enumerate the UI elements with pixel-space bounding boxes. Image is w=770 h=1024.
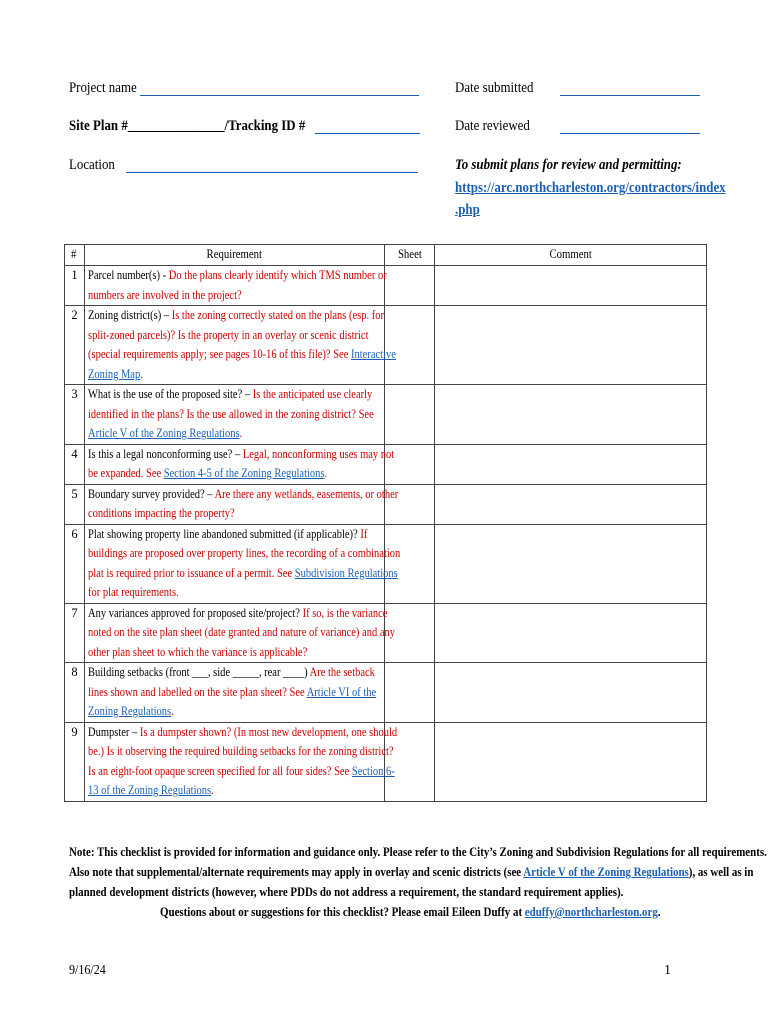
comment-cell[interactable] [435, 663, 707, 723]
requirement-label: Boundary survey provided? – [88, 486, 215, 501]
note-line [69, 862, 767, 882]
requirement-question: buildings are proposed over property lines, the recording of a combination [88, 546, 401, 560]
date-submitted-label: Date submitted [455, 80, 534, 96]
regulation-link[interactable]: Article V of the Zoning Regulations [88, 426, 240, 440]
requirement-question: Legal, nonconforming uses may not [242, 446, 395, 461]
requirement-question: identified in the plans? Is the use allowed in the zoning district? See [88, 406, 374, 421]
text-line [88, 306, 384, 326]
table-row [65, 603, 707, 663]
regulation-link[interactable]: Subdivision Regulations [294, 565, 398, 580]
requirement-question: (special requirements apply; see pages 10-16 of this file)? See [88, 347, 351, 361]
requirement-cell [85, 722, 398, 801]
requirement-label: Zoning district(s) – [88, 308, 172, 322]
date-reviewed-field[interactable] [560, 133, 700, 134]
sheet-cell[interactable] [385, 524, 435, 603]
row-number: 3 [65, 385, 85, 445]
email-link[interactable]: eduffy@northcharleston.org [524, 904, 658, 919]
sheet-cell[interactable] [385, 306, 435, 385]
comment-cell[interactable] [435, 385, 707, 445]
table-row [65, 722, 707, 801]
text-line [88, 723, 398, 743]
sheet-cell[interactable] [385, 385, 435, 445]
table-row [65, 524, 707, 603]
site-plan-row [69, 118, 305, 135]
text-line [88, 286, 337, 306]
row-number: 8 [65, 663, 85, 723]
text-line [88, 485, 399, 505]
sheet-cell[interactable] [385, 266, 435, 306]
requirement-question: conditions impacting the property? [88, 506, 235, 520]
text-line [88, 266, 387, 286]
location-field[interactable] [126, 172, 418, 173]
note-line [69, 842, 767, 862]
questions-line [160, 902, 756, 922]
comment-cell[interactable] [435, 266, 707, 306]
text-line [88, 544, 401, 564]
tracking-id-field[interactable] [315, 133, 420, 134]
table-row [65, 663, 707, 723]
requirement-question: . [211, 783, 214, 797]
text-line [88, 365, 337, 385]
table-row [65, 444, 707, 484]
text-line [88, 663, 375, 683]
project-name-label: Project name [69, 80, 137, 96]
project-name-field[interactable] [140, 95, 419, 96]
requirement-question: noted on the site plan sheet (date granted and nature of variance) and any [88, 625, 396, 639]
text-line [88, 464, 337, 484]
note-text: ), as well as in [688, 864, 754, 879]
text-line [88, 345, 396, 365]
text-line [88, 525, 368, 545]
requirement-cell [85, 524, 401, 603]
text-line [88, 405, 374, 425]
requirement-question: lines shown and labelled on the site plan sheet? See [88, 684, 307, 699]
text-line [88, 504, 337, 524]
submit-url-line1[interactable]: https://arc.northcharleston.org/contractors/index [455, 180, 726, 196]
submit-url-line2[interactable]: .php [455, 202, 480, 218]
text-line [88, 385, 373, 405]
requirement-question: . [140, 366, 143, 381]
requirement-question: for plat requirements. [88, 585, 179, 599]
checklist-note [69, 842, 770, 902]
header-sheet: Sheet [385, 245, 435, 266]
note-text: Note: This checklist is provided for information and guidance only. Please refer to the City’s Zoning and Subdivision Regulations for all requirements. [69, 844, 767, 859]
sheet-cell[interactable] [385, 663, 435, 723]
page-number: 1 [664, 963, 671, 978]
questions-end: . [657, 904, 661, 919]
text-line [88, 623, 396, 643]
text-line [88, 762, 395, 782]
date-submitted-field[interactable] [560, 95, 700, 96]
text-line [88, 702, 337, 722]
comment-cell[interactable] [435, 524, 707, 603]
text-line [88, 424, 337, 444]
comment-cell[interactable] [435, 722, 707, 801]
requirement-cell [85, 385, 385, 445]
requirement-question: be expanded. See [88, 466, 164, 480]
requirement-label: Parcel number(s) - [88, 268, 169, 282]
requirement-question: . [239, 426, 243, 440]
requirement-question: . [171, 704, 174, 718]
requirement-cell [85, 306, 396, 385]
text-line [88, 683, 377, 703]
regulation-link[interactable]: Zoning Regulations [88, 704, 172, 718]
requirement-question: Is an eight-foot opaque screen specified for all four sides? See [88, 763, 352, 778]
site-plan-label: Site Plan # [69, 118, 128, 134]
comment-cell[interactable] [435, 306, 707, 385]
submit-instructions: To submit plans for review and permitting: [455, 157, 682, 173]
regulation-link[interactable]: 13 of the Zoning Regulations [88, 783, 212, 797]
text-line [88, 742, 394, 762]
requirement-cell [85, 484, 399, 524]
header-comment: Comment [435, 245, 707, 266]
header-num: # [65, 245, 85, 266]
text-line [88, 781, 337, 801]
requirements-table [64, 244, 707, 802]
tracking-id-label: /Tracking ID # [224, 118, 306, 134]
requirement-question: Are the setback [309, 665, 375, 679]
requirement-cell [85, 663, 385, 723]
regulation-link[interactable]: Section 4-5 of the Zoning Regulations [163, 466, 325, 480]
requirement-cell [85, 603, 396, 663]
requirement-question: Is the anticipated use clearly [252, 387, 373, 401]
date-reviewed-label: Date reviewed [455, 118, 530, 134]
text-line [88, 326, 369, 346]
table-row [65, 306, 707, 385]
row-number: 5 [65, 484, 85, 524]
requirement-question: split-zoned parcels)? Is the property in an overlay or scenic district [88, 327, 369, 342]
comment-cell[interactable] [435, 444, 707, 484]
comment-cell[interactable] [435, 603, 707, 663]
text-line [88, 604, 388, 624]
row-number: 1 [65, 266, 85, 306]
requirement-question: Is a dumpster shown? (In most new development, one should [139, 724, 398, 739]
table-row [65, 484, 707, 524]
requirement-question: Is the zoning correctly stated on the plans (esp. for [171, 308, 384, 322]
regulation-link[interactable]: Zoning Map [88, 366, 141, 381]
requirement-cell [85, 444, 395, 484]
regulation-link[interactable]: Article VI of the [306, 684, 377, 699]
requirement-question: numbers are involved in the project? [88, 287, 242, 302]
text-line [88, 564, 398, 584]
row-number: 2 [65, 306, 85, 385]
text-line [88, 643, 337, 663]
requirement-question: plat is required prior to issuance of a permit. See [88, 565, 295, 580]
note-text: Also note that supplemental/alternate requirements may apply in overlay and scenic districts (see [69, 864, 524, 879]
row-number: 7 [65, 603, 85, 663]
comment-cell[interactable] [435, 484, 707, 524]
questions-text: Questions about or suggestions for this checklist? Please email Eileen Duffy at [160, 904, 525, 919]
site-plan-field[interactable]: _______________ [127, 118, 225, 134]
regulation-link[interactable]: Interactive [350, 347, 396, 361]
requirement-question: other plan sheet to which the variance is applicable? [88, 644, 308, 659]
requirement-cell [85, 266, 385, 306]
regulation-link[interactable]: Section 6- [351, 763, 395, 778]
table-row [65, 266, 707, 306]
header-requirement: Requirement [85, 245, 385, 266]
row-number: 4 [65, 444, 85, 484]
requirement-question: . [324, 466, 328, 480]
footer-date: 9/16/24 [69, 963, 106, 978]
requirement-question: If so, is the variance [302, 605, 388, 620]
requirement-label: Is this a legal nonconforming use? – [88, 446, 243, 461]
requirement-label: What is the use of the proposed site? – [88, 387, 253, 401]
requirement-question: be.) Is it observing the required building setbacks for the zoning district? [88, 744, 394, 758]
requirement-question: If [360, 526, 368, 541]
row-number: 6 [65, 524, 85, 603]
table-header-row [65, 245, 707, 266]
requirement-question: Do the plans clearly identify which TMS number or [168, 268, 387, 282]
note-line [69, 882, 767, 902]
requirement-question: Are there any wetlands, easements, or other [214, 486, 399, 501]
text-line [88, 583, 337, 603]
row-number: 9 [65, 722, 85, 801]
note-text: planned development districts (however, where PDDs do not address a requirement, the standard requirement applies). [69, 884, 624, 899]
requirement-label: Plat showing property line abandoned submitted (if applicable)? [88, 526, 361, 541]
requirement-label: Building setbacks (front ___, side _____, rear ____) [88, 665, 310, 679]
text-line [88, 445, 395, 465]
table-row [65, 385, 707, 445]
requirement-label: Any variances approved for proposed site/project? [88, 605, 303, 620]
requirement-label: Dumpster – [88, 724, 140, 739]
location-label: Location [69, 157, 115, 173]
article-v-link[interactable]: Article V of the Zoning Regulations [523, 864, 689, 879]
